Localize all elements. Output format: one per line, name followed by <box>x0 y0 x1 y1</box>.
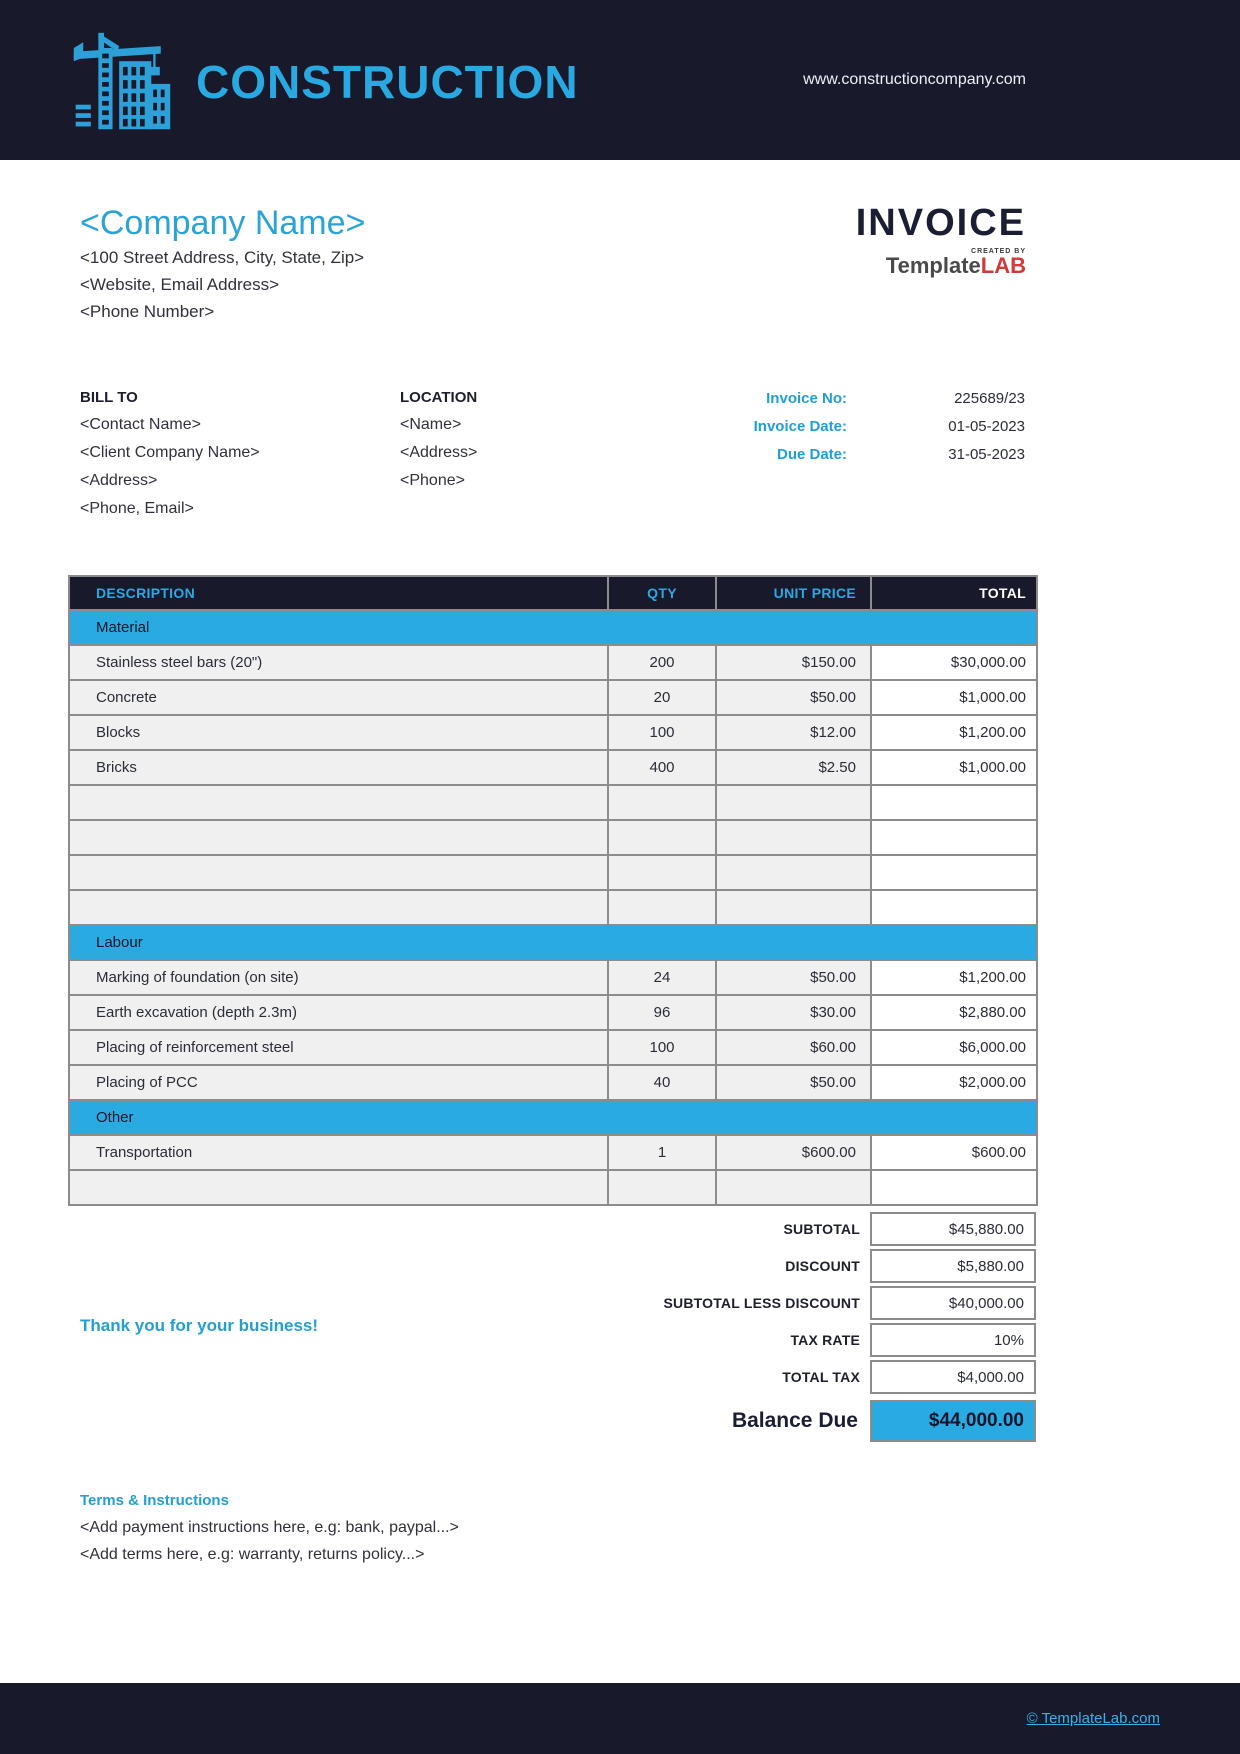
table-row: Blocks 100 $12.00 $1,200.00 <box>69 715 1037 750</box>
summary-section <box>68 1212 1036 1442</box>
page-footer <box>0 1683 1240 1754</box>
table-row: Stainless steel bars (20") 200 $150.00 $30,000.00 <box>69 645 1037 680</box>
table-row: Concrete 20 $50.00 $1,000.00 <box>69 680 1037 715</box>
summary-value: 10% <box>870 1323 1036 1357</box>
summary-row <box>68 1360 1036 1394</box>
summary-label: SUBTOTAL LESS DISCOUNT <box>663 1295 860 1311</box>
company-name: <Company Name> <box>80 204 366 242</box>
summary-value: $4,000.00 <box>870 1360 1036 1394</box>
company-address-line: <100 Street Address, City, State, Zip> <box>80 248 365 267</box>
section-title: Labour <box>69 925 1037 960</box>
summary-value: $40,000.00 <box>870 1286 1036 1320</box>
templatelab-logo-part2: LAB <box>980 253 1026 278</box>
empty-table-row <box>69 785 1037 820</box>
invoice-date-value: 01-05-2023 <box>948 418 1025 435</box>
invoice-meta-row <box>754 441 1025 469</box>
invoice-meta-row <box>754 385 1025 413</box>
summary-value: $5,880.00 <box>870 1249 1036 1283</box>
bill-to-line: <Phone, Email> <box>80 500 194 517</box>
due-date-label: Due Date: <box>776 446 847 463</box>
table-header-row <box>69 576 1037 610</box>
total-column-header: TOTAL <box>871 576 1037 610</box>
location-block <box>400 385 650 523</box>
invoice-meta-row <box>754 413 1025 441</box>
unit-price-column-header: UNIT PRICE <box>716 576 871 610</box>
summary-row <box>68 1212 1036 1246</box>
summary-label: SUBTOTAL <box>783 1221 860 1237</box>
table-row: Earth excavation (depth 2.3m) 96 $30.00 $2,880.00 <box>69 995 1037 1030</box>
summary-value: $45,880.00 <box>870 1212 1036 1246</box>
thank-you-note: Thank you for your business! <box>80 1316 319 1335</box>
empty-table-row <box>69 820 1037 855</box>
bill-to-block <box>80 385 400 523</box>
bill-to-line: <Contact Name> <box>80 416 201 433</box>
templatelab-copyright-link[interactable]: © TemplateLab.com <box>1026 1710 1160 1727</box>
balance-due-value: $44,000.00 <box>870 1400 1036 1442</box>
section-row <box>69 1100 1037 1135</box>
invoice-date-label: Invoice Date: <box>753 418 847 435</box>
billing-meta-row <box>0 325 1240 523</box>
table-row: Marking of foundation (on site) 24 $50.00 $1,200.00 <box>69 960 1037 995</box>
templatelab-logo-part1: Template <box>885 253 981 278</box>
section-row <box>69 925 1037 960</box>
created-by-caption: CREATED BY <box>971 248 1026 255</box>
summary-label: TOTAL TAX <box>782 1369 860 1385</box>
table-row: Transportation 1 $600.00 $600.00 <box>69 1135 1037 1170</box>
summary-label: DISCOUNT <box>785 1258 860 1274</box>
bill-to-line: <Client Company Name> <box>80 444 260 461</box>
company-phone-line: <Phone Number> <box>80 302 215 321</box>
due-date-value: 31-05-2023 <box>948 446 1025 463</box>
invoice-no-value: 225689/23 <box>954 390 1025 407</box>
brand-wordmark: CONSTRUCTION <box>196 56 579 108</box>
summary-rows <box>68 1212 1036 1394</box>
empty-table-row <box>69 855 1037 890</box>
bill-to-heading: BILL TO <box>80 389 138 406</box>
section-row <box>69 610 1037 645</box>
balance-due-label: Balance Due <box>731 1409 858 1432</box>
company-invoice-row <box>0 160 1240 325</box>
description-column-header: DESCRIPTION <box>69 576 608 610</box>
location-line: <Address> <box>400 444 478 461</box>
location-heading: LOCATION <box>400 389 478 406</box>
section-title: Material <box>69 610 1037 645</box>
invoice-table-body <box>69 610 1037 1205</box>
company-block <box>80 202 365 325</box>
summary-row <box>68 1249 1036 1283</box>
balance-due-row <box>68 1400 1036 1442</box>
empty-table-row <box>69 1170 1037 1205</box>
invoice-meta-block <box>754 385 1025 523</box>
bill-to-line: <Address> <box>80 472 158 489</box>
templatelab-logo <box>856 255 1026 277</box>
terms-line: <Add payment instructions here, e.g: bank, paypal...> <box>80 1519 459 1536</box>
invoice-table <box>68 575 1038 1206</box>
summary-label: TAX RATE <box>790 1332 860 1348</box>
construction-crane-logo-icon <box>70 26 174 138</box>
table-row: Bricks 400 $2.50 $1,000.00 <box>69 750 1037 785</box>
empty-table-row <box>69 890 1037 925</box>
page-header <box>0 0 1240 160</box>
header-website-text: www.constructioncompany.com <box>803 71 1026 88</box>
terms-heading: Terms & Instructions <box>80 1492 229 1509</box>
invoice-no-label: Invoice No: <box>766 390 847 407</box>
terms-line: <Add terms here, e.g: warranty, returns policy...> <box>80 1546 425 1563</box>
location-line: <Name> <box>400 416 462 433</box>
terms-section <box>0 1442 1240 1568</box>
table-row: Placing of PCC 40 $50.00 $2,000.00 <box>69 1065 1037 1100</box>
qty-column-header: QTY <box>608 576 716 610</box>
location-line: <Phone> <box>400 472 465 489</box>
invoice-title: INVOICE <box>855 202 1026 244</box>
invoice-title-block <box>856 202 1026 325</box>
summary-row <box>68 1286 1036 1320</box>
table-row: Placing of reinforcement steel 100 $60.00 $6,000.00 <box>69 1030 1037 1065</box>
section-title: Other <box>69 1100 1037 1135</box>
company-website-line: <Website, Email Address> <box>80 275 280 294</box>
